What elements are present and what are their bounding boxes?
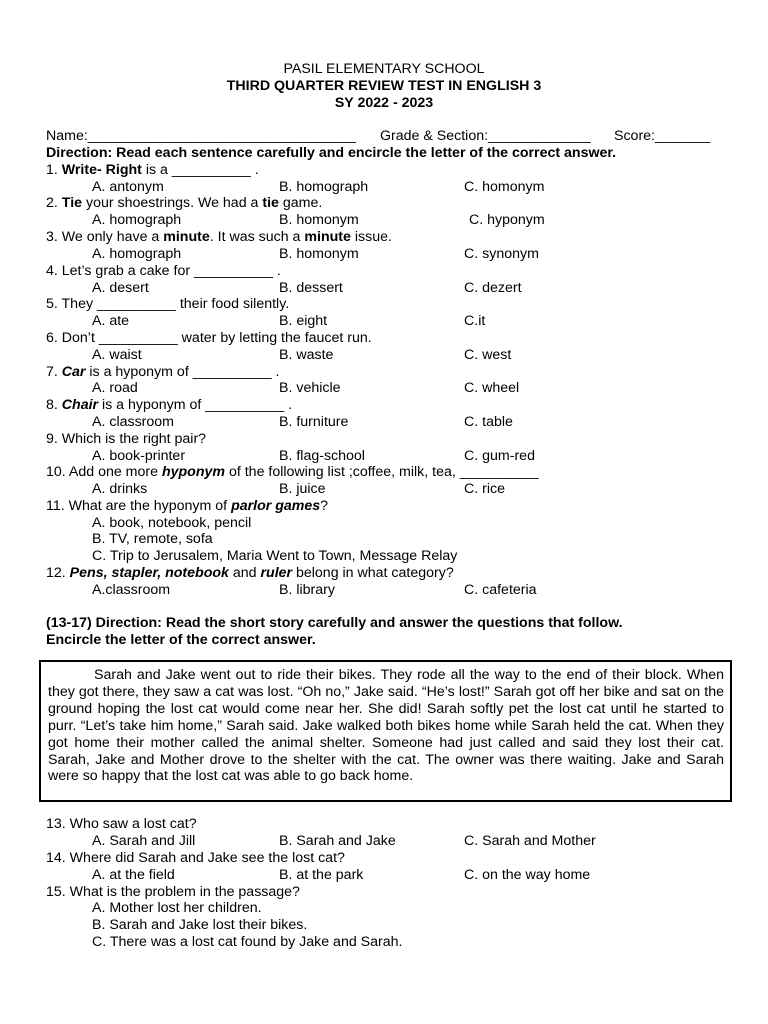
question-2: 2. Tie your shoestrings. We had a tie game. bbox=[46, 195, 323, 211]
question-1: 1. Write- Right is a __________ . bbox=[46, 162, 259, 178]
q9-option-a: A. book-printer bbox=[92, 448, 186, 464]
q5-option-c: C.it bbox=[464, 313, 486, 329]
q5-option-a: A. ate bbox=[92, 313, 130, 329]
q6-option-b: B. waste bbox=[279, 347, 334, 363]
question-13: 13. Who saw a lost cat? bbox=[46, 816, 197, 832]
q3-option-c: C. synonym bbox=[464, 246, 539, 262]
q7-option-b: B. vehicle bbox=[279, 380, 341, 396]
q4-option-b: B. dessert bbox=[279, 280, 343, 296]
school-name: PASIL ELEMENTARY SCHOOL bbox=[283, 61, 485, 77]
q13-option-b: B. Sarah and Jake bbox=[279, 833, 396, 849]
q2-option-b: B. homonym bbox=[279, 212, 359, 228]
direction-2-line-2: Encircle the letter of the correct answer. bbox=[46, 632, 316, 648]
q3-option-b: B. homonym bbox=[279, 246, 359, 262]
q13-option-c: C. Sarah and Mother bbox=[464, 833, 596, 849]
q5-option-b: B. eight bbox=[279, 313, 328, 329]
q6-option-a: A. waist bbox=[92, 347, 142, 363]
q6-option-c: C. west bbox=[464, 347, 512, 363]
q4-option-c: C. dezert bbox=[464, 280, 522, 296]
question-6: 6. Don’t __________ water by letting the faucet run. bbox=[46, 330, 372, 346]
question-8: 8. Chair is a hyponym of __________ . bbox=[46, 397, 293, 413]
q7-option-a: A. road bbox=[92, 380, 138, 396]
grade-section-field: Grade & Section:_____________ bbox=[380, 128, 591, 144]
q11-option-a: A. book, notebook, pencil bbox=[92, 515, 252, 531]
question-11: 11. What are the hyponym of parlor games? bbox=[46, 498, 329, 514]
q1-option-c: C. homonym bbox=[464, 179, 545, 195]
question-7: 7. Car is a hyponym of __________ . bbox=[46, 364, 280, 380]
q4-option-a: A. desert bbox=[92, 280, 149, 296]
q12-option-a: A.classroom bbox=[92, 582, 171, 598]
q8-option-b: B. furniture bbox=[279, 414, 349, 430]
q10-option-b: B. juice bbox=[279, 481, 326, 497]
q11-option-c: C. Trip to Jerusalem, Maria Went to Town, Message Relay bbox=[92, 548, 458, 564]
q14-option-a: A. at the field bbox=[92, 867, 175, 883]
story-text: Sarah and Jake went out to ride their bikes. They rode all the way to the end of their block. When they got there, they saw a cat was lost. “Oh no,” Jake said. “He’s lost!” Sarah got off her bike and sat on the ground hoping the lost cat would come near her. She did! Sarah softly pet the lost cat until he started to purr. “Let’s take him home,” Sarah said. Jake walked both bikes home while Sarah held the cat. When they got home their mother called the animal shelter. Someone had just called and said they lost their cat. Sarah, Jake and Mother drove to the shelter with the cat. The owner was there waiting. Jake and Sarah were so happy that the lost cat was able to go back home. bbox=[48, 667, 724, 785]
direction-2-line-1: (13-17) Direction: Read the short story carefully and answer the questions that follow. bbox=[46, 615, 623, 631]
question-4: 4. Let’s grab a cake for __________ . bbox=[46, 263, 281, 279]
q13-option-a: A. Sarah and Jill bbox=[92, 833, 196, 849]
q12-option-b: B. library bbox=[279, 582, 335, 598]
score-field: Score:_______ bbox=[614, 128, 711, 144]
q15-option-b: B. Sarah and Jake lost their bikes. bbox=[92, 917, 308, 933]
q1-option-a: A. antonym bbox=[92, 179, 164, 195]
question-9: 9. Which is the right pair? bbox=[46, 431, 207, 447]
direction-1: Direction: Read each sentence carefully and encircle the letter of the correct answer. bbox=[46, 145, 617, 161]
q10-option-a: A. drinks bbox=[92, 481, 148, 497]
q8-option-c: C. table bbox=[464, 414, 513, 430]
school-year: SY 2022 - 2023 bbox=[334, 95, 434, 111]
q9-option-c: C. gum-red bbox=[464, 448, 535, 464]
question-3: 3. We only have a minute. It was such a minute issue. bbox=[46, 229, 392, 245]
question-10: 10. Add one more hyponym of the following list ;coffee, milk, tea, __________ bbox=[46, 464, 539, 480]
q12-option-c: C. cafeteria bbox=[464, 582, 537, 598]
q9-option-b: B. flag-school bbox=[279, 448, 365, 464]
q14-option-b: B. at the park bbox=[279, 867, 364, 883]
q15-option-a: A. Mother lost her children. bbox=[92, 900, 262, 916]
q15-option-c: C. There was a lost cat found by Jake and Sarah. bbox=[92, 934, 403, 950]
q7-option-c: C. wheel bbox=[464, 380, 520, 396]
question-15: 15. What is the problem in the passage? bbox=[46, 884, 300, 900]
story-box bbox=[39, 660, 732, 802]
question-5: 5. They __________ their food silently. bbox=[46, 296, 290, 312]
question-12: 12. Pens, stapler, notebook and ruler belong in what category? bbox=[46, 565, 454, 581]
question-14: 14. Where did Sarah and Jake see the lost cat? bbox=[46, 850, 345, 866]
test-title: THIRD QUARTER REVIEW TEST IN ENGLISH 3 bbox=[226, 78, 542, 94]
q1-option-b: B. homograph bbox=[279, 179, 369, 195]
q3-option-a: A. homograph bbox=[92, 246, 182, 262]
name-field: Name:__________________________________ bbox=[46, 128, 357, 144]
q10-option-c: C. rice bbox=[464, 481, 505, 497]
q8-option-a: A. classroom bbox=[92, 414, 174, 430]
q2-option-a: A. homograph bbox=[92, 212, 182, 228]
q14-option-c: C. on the way home bbox=[464, 867, 591, 883]
q2-option-c: C. hyponym bbox=[469, 212, 545, 228]
q11-option-b: B. TV, remote, sofa bbox=[92, 531, 213, 547]
